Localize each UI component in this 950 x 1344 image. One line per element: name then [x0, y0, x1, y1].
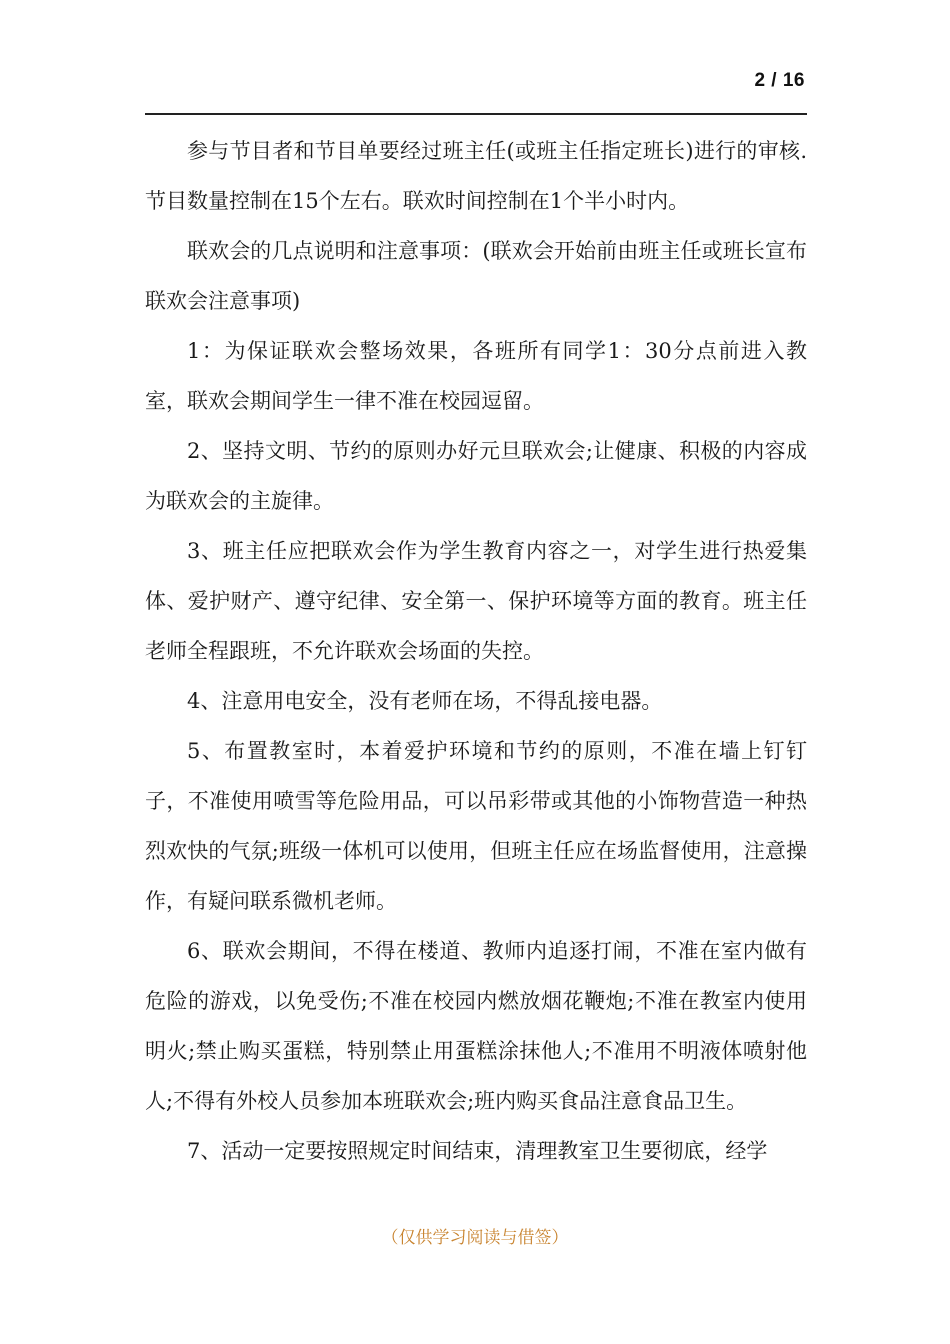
paragraph-item-7: 7、活动一定要按照规定时间结束，清理教室卫生要彻底，经学 — [187, 1139, 768, 1163]
footer-note: （仅供学习阅读与借签） — [381, 1228, 569, 1248]
paragraph-item-6: 6、联欢会期间，不得在楼道、教师内追逐打闹，不准在室内做有危险的游戏，以免受伤;不准在校园内燃放烟花鞭炮;不准在教室内使用明火;禁止购买蛋糕，特别禁止用蛋糕涂抹他人;不准用不明液体喷射他人;不得有外校人员参加本班联欢会;班内购买食品注意食品卫生。 — [145, 939, 807, 1113]
paragraph-notes-heading: 联欢会的几点说明和注意事项：(联欢会开始前由班主任或班长宣布联欢会注意事项) — [145, 239, 807, 313]
paragraph-program-review: 参与节目者和节目单要经过班主任(或班主任指定班长)进行的审核.节目数量控制在15个左右。联欢时间控制在1个半小时内。 — [145, 139, 807, 213]
paragraph-item-2: 2、坚持文明、节约的原则办好元旦联欢会;让健康、积极的内容成为联欢会的主旋律。 — [145, 439, 807, 513]
paragraph-item-4: 4、注意用电安全，没有老师在场，不得乱接电器。 — [187, 689, 663, 713]
paragraph-item-1: 1：为保证联欢会整场效果，各班所有同学1：30分点前进入教室，联欢会期间学生一律不准在校园逗留。 — [145, 339, 807, 413]
page-number: 2 / 16 — [754, 70, 805, 91]
paragraph-item-5: 5、布置教室时，本着爱护环境和节约的原则，不准在墙上钉钉子，不准使用喷雪等危险用品，可以吊彩带或其他的小饰物营造一种热烈欢快的气氛;班级一体机可以使用，但班主任应在场监督使用，注意操作，有疑问联系微机老师。 — [145, 739, 807, 913]
header-divider — [145, 113, 807, 115]
document-body — [145, 126, 807, 1176]
paragraph-item-3: 3、班主任应把联欢会作为学生教育内容之一，对学生进行热爱集体、爱护财产、遵守纪律、安全第一、保护环境等方面的教育。班主任老师全程跟班，不允许联欢会场面的失控。 — [145, 539, 807, 663]
